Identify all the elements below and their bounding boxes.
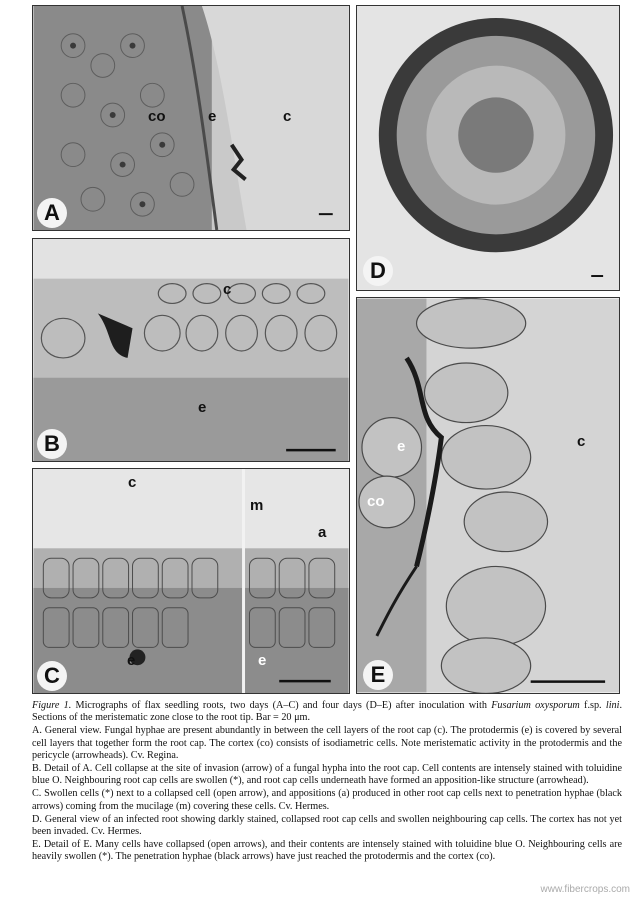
panel-label-e: E [363,660,393,690]
tissue-label-co: co [367,493,385,510]
caption-item-e: E. Detail of E. Many cells have collapsed (open arrows), and their contents are intensely stained with toluidine blue O. Neighbouring cells are heavily swollen (*). The penetration hyphae (black arrows) have just reached the protodermis and the cortex (co). [32,839,622,863]
micrograph-a-image [33,6,349,230]
micrograph-e-image [357,298,619,693]
tissue-label-e: e [258,652,267,669]
tissue-label-c: c [128,474,137,491]
tissue-label-m: m [250,497,264,514]
tissue-label-e: e [198,399,207,416]
micrograph-c-image [33,469,349,693]
watermark: www.fibercrops.com [540,884,630,895]
tissue-label-e: e [397,438,406,455]
micrograph-b-image [33,239,349,461]
caption-species: Fusarium oxysporum [491,700,580,711]
caption-intro-post: . Sections of the meristematic zone close to the root tip. Bar = 20 μm. [32,700,622,724]
tissue-label-e: e [208,108,217,125]
micrograph-panel-e [356,297,620,694]
tissue-label-c: c [577,433,586,450]
caption-intro-mid: f.sp. [579,700,606,711]
micrograph-panel-c [32,468,350,694]
micrograph-d-image [357,6,619,290]
panel-label-a: A [37,198,67,228]
caption-intro [32,700,622,724]
figure-caption [32,700,622,865]
micrograph-panel-b [32,238,350,462]
tissue-label-e: e [127,652,136,669]
caption-intro-pre: Micrographs of flax seedling roots, two days (A–C) and four days (D–E) after inoculation with [71,700,492,711]
panel-label-d: D [363,256,393,286]
panel-label-c: C [37,661,67,691]
panel-label-b: B [37,429,67,459]
caption-item-d: D. General view of an infected root showing darkly stained, collapsed root cap cells and swollen neighbouring cap cells. The cortex has not yet been invaded. Cv. Hermes. [32,813,622,838]
caption-item-c: C. Swollen cells (*) next to a collapsed cell (open arrow), and appositions (a) produced in other root cap cells next to penetration hyphae (black arrows) coming from the mucilage (m) covering these cells. Cv. Hermes. [32,788,622,812]
tissue-label-c: c [223,281,232,298]
tissue-label-co: co [148,108,166,125]
micrograph-panel-d [356,5,620,291]
micrograph-panel-a [32,5,350,231]
caption-item-b: B. Detail of A. Cell collapse at the site of invasion (arrow) of a fungal hypha into the root cap. Cell contents are intensely stained with toluidine blue O. Neighbouring root cap cells are swollen (*), and root cap cells underneath have formed an apposition-like structure (arrowhead). [32,763,622,787]
tissue-label-a: a [318,524,327,541]
caption-forma: lini [605,700,620,711]
tissue-label-c: c [283,108,292,125]
caption-item-a: A. General view. Fungal hyphae are present abundantly in between the cell layers of the root cap (c). The protodermis (e) is covered by several cell layers that together form the root cap. The cortex (co) consists of isodiametric cells. Note meristematic activity in the protodermis and the pericycle (arrowheads). Cv. Regina. [32,725,622,761]
caption-figure-ref: Figure 1. [32,700,72,711]
